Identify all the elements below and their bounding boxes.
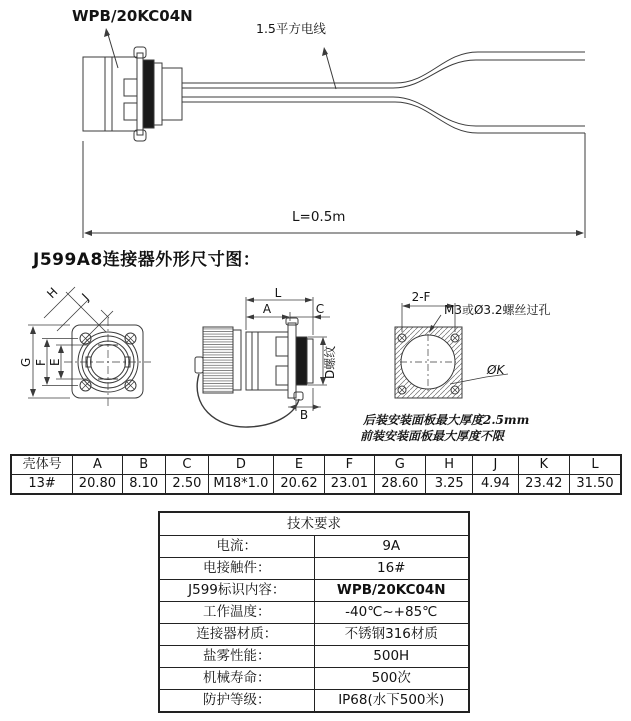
dim-header-j: J [473, 455, 518, 475]
dim-label-b: B [299, 408, 309, 422]
dim-value-h: 3.25 [426, 475, 473, 495]
panel-cutout-view [395, 327, 462, 398]
spec-value-ip-rating: IP68(水下500米) [314, 690, 469, 713]
dim-label-g: G [19, 357, 33, 367]
spec-value-mech-life: 500次 [314, 668, 469, 690]
dim-table-value-row [11, 475, 621, 495]
dim-value-l: 31.50 [570, 475, 622, 495]
spec-row-salt-spray [159, 646, 469, 668]
spec-value-salt-spray: 500H [314, 646, 469, 668]
spec-label-material: 连接器材质： [159, 624, 314, 646]
spec-row-current [159, 536, 469, 558]
dim-header-h: H [426, 455, 473, 475]
dim-value-a: 20.80 [73, 475, 122, 495]
spec-label-temperature: 工作温度： [159, 602, 314, 624]
dim-value-b: 8.10 [122, 475, 165, 495]
spec-title-row [159, 512, 469, 536]
spec-row-contacts [159, 558, 469, 580]
spec-row-temperature [159, 602, 469, 624]
spec-row-marking [159, 580, 469, 602]
dim-value-c: 2.50 [165, 475, 208, 495]
dim-value-shell: 13# [11, 475, 73, 495]
spec-value-contacts: 16# [314, 558, 469, 580]
spec-value-current: 9A [314, 536, 469, 558]
dim-value-e: 20.62 [273, 475, 324, 495]
dim-value-f: 23.01 [325, 475, 374, 495]
spec-value-marking: WPB/20KC04N [314, 580, 469, 602]
spec-label-current: 电流： [159, 536, 314, 558]
spec-label-contacts: 电接触件： [159, 558, 314, 580]
dim-label-f: F [34, 359, 48, 366]
dimension-views-drawing [0, 262, 631, 450]
spec-label-marking: J599标识内容： [159, 580, 314, 602]
dim-label-e: E [48, 358, 62, 366]
cable-assembly-drawing [0, 0, 631, 246]
panel-note-line1: 后装安装面板最大厚度2.5mm [363, 413, 530, 427]
spec-table [158, 511, 470, 713]
dim-label-j: J [79, 290, 92, 304]
dim-label-2f: 2-F [411, 290, 431, 304]
cable-length-label: L=0.5m [292, 209, 346, 225]
dim-label-l: L [274, 286, 282, 300]
dim-header-g: G [374, 455, 425, 475]
front-view [64, 318, 151, 406]
spec-label-ip-rating: 防护等级： [159, 690, 314, 713]
side-view [195, 318, 313, 427]
spec-row-mech-life [159, 668, 469, 690]
dim-header-k: K [518, 455, 569, 475]
dim-header-d: D [209, 455, 274, 475]
part-number-label: WPB/20KC04N [72, 7, 193, 25]
thread-spec-label: D螺纹 [323, 345, 337, 379]
panel-note-line2: 前装安装面板最大厚度不限 [360, 429, 505, 443]
cable-wires-drawing [182, 52, 585, 133]
dim-label-c: C [315, 302, 325, 316]
dim-value-k: 23.42 [518, 475, 569, 495]
dim-header-a: A [73, 455, 122, 475]
dim-header-e: E [273, 455, 324, 475]
dim-label-h: H [44, 284, 61, 302]
spec-label-salt-spray: 盐雾性能： [159, 646, 314, 668]
connector-head-drawing [83, 47, 182, 141]
spec-value-material: 不锈钢316材质 [314, 624, 469, 646]
screw-hole-callout: M3或Ø3.2螺丝过孔 [444, 303, 551, 317]
dim-label-a: A [262, 302, 272, 316]
dim-value-g: 28.60 [374, 475, 425, 495]
dim-value-d: M18*1.0 [209, 475, 274, 495]
spec-row-ip-rating [159, 690, 469, 713]
dim-header-l: L [570, 455, 622, 475]
spec-value-temperature: -40℃~+85℃ [314, 602, 469, 624]
dimension-table [10, 454, 622, 495]
spec-label-mech-life: 机械寿命： [159, 668, 314, 690]
dim-value-j: 4.94 [473, 475, 518, 495]
dim-header-c: C [165, 455, 208, 475]
spec-row-material [159, 624, 469, 646]
dim-table-header-row [11, 455, 621, 475]
dim-header-shell: 壳体号 [11, 455, 73, 475]
dim-header-b: B [122, 455, 165, 475]
dim-header-f: F [325, 455, 374, 475]
wire-spec-label: 1.5平方电线 [256, 21, 326, 36]
section-heading: J599A8连接器外形尺寸图： [33, 250, 261, 270]
dim-label-ok: ØK [487, 363, 505, 377]
spec-table-title: 技术要求 [159, 512, 469, 536]
